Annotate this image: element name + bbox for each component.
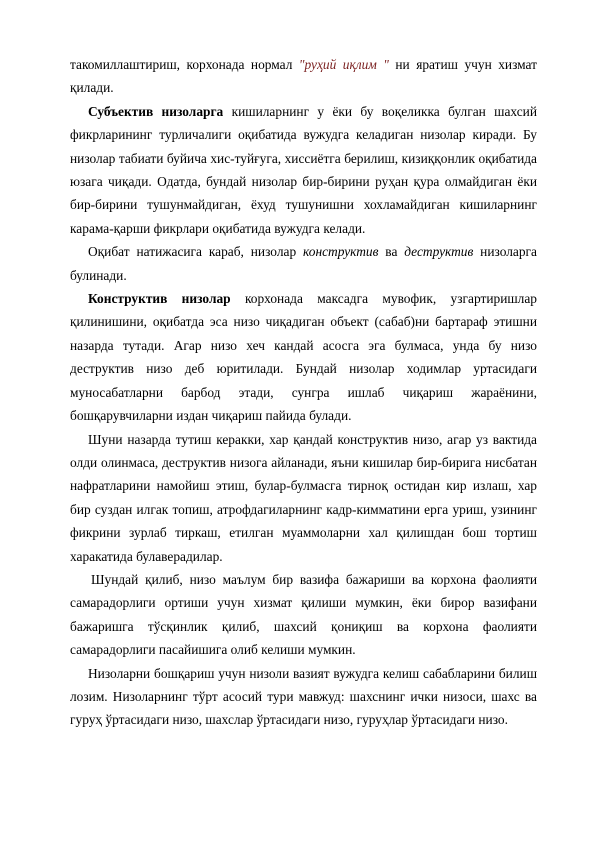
escalation-text: Шуни назарда тутиш керакки, хар қандай конструктив низо, агар уз вактида олди олинмаса, деструктив низога айланади, яъни кишилар бир-бирига нисбатан нафратларини намойиш этиш, булар-булмасга тирноқ остидан кир излаш, хар бир суздан илгак топиш, атрофдагиларнинг кадр-кимматини ерга уриш, узининг фикрини зурлаб тиркаш, етилган муаммоларни хал қилишдан бош тортиш харакатида булаверадилар. bbox=[70, 431, 537, 564]
constructive-conflicts-term: Конструктив низолар bbox=[88, 291, 231, 307]
destructive-italic-term: деструктив bbox=[404, 244, 474, 260]
paragraph-subjective-conflicts bbox=[70, 100, 537, 240]
document-page bbox=[70, 53, 537, 732]
paragraph-escalation bbox=[70, 428, 537, 568]
paragraph-constructive-conflicts bbox=[70, 287, 537, 427]
classification-text-b: ва bbox=[378, 244, 405, 260]
paragraph-classification bbox=[70, 240, 537, 287]
conflict-types-text: Низоларни бошқариш учун низоли вазият вужудга келиш сабабларини билиш лозим. Низоларнинг тўрт асосий тури мавжуд: шахснинг ички низоси, шахс ва гуруҳ ўртасидаги низо, шахслар ўртасидаги низо, гуруҳлар ўртасидаги низо. bbox=[70, 665, 537, 728]
paragraph-1-text-a: такомиллаштириш, корхонада нормал bbox=[70, 57, 299, 72]
paragraph-1 bbox=[70, 53, 537, 100]
paragraph-1-text-b: ни яратиш учун хизмат қилади. bbox=[70, 57, 538, 96]
classification-text-a: Оқибат натижасига караб, низолар bbox=[88, 244, 303, 260]
paragraph-1-italic-term: "руҳий иқлим " bbox=[298, 57, 389, 72]
classification-text-c: низоларга булинади. bbox=[70, 244, 537, 283]
constructive-conflicts-text: корхонада максадга мувофик, узгартиришлар қилинишини, оқибатда эса низо чиқадиган объект (сабаб)ни бартараф этишни назарда тутади. Агар низо хеч кандай асосга эга булмаса, унда бу низо деструктив низо деб юритилади. Бундай низолар ходимлар уртасидаги муносабатларни барбод этади, сунгра ишлаб чиқариш жараёнини, бошқарувчиларни издан чиқариш пайида булади. bbox=[70, 291, 537, 424]
paragraph-conclusion bbox=[70, 568, 537, 662]
constructive-italic-term: конструктив bbox=[303, 244, 379, 260]
subjective-conflicts-term: Субъектив низоларга bbox=[88, 103, 224, 119]
conclusion-text: Шундай қилиб, низо маълум бир вазифа бажариши ва корхона фаолияти самарадорлиги ортиши учун хизмат қилиши мумкин, ёки бирор вазифани бажаришга тўсқинлик қилиб, шахсий қониқиш ва корхона фаолияти самарадорлиги пасайишига олиб келиши мумкин. bbox=[70, 571, 537, 658]
subjective-conflicts-text: кишиларнинг у ёки бу воқеликка булган шахсий фикрларининг турличалиги оқибатида вужудга келадиган низолар киради. Бу низолар табиати буйича хис-туйғуга, хиссиётга берилиш, кизиққонлик оқибатида юзага чиқади. Одатда, бундай низолар бир-бирини руҳан қура олмайдиган ёки бир-бирини тушунмайдиган, ёхуд тушунишни хохламайдиган кишиларнинг карама-қарши фикрлари оқибатида вужудга келади. bbox=[70, 103, 537, 236]
paragraph-conflict-types bbox=[70, 662, 537, 732]
